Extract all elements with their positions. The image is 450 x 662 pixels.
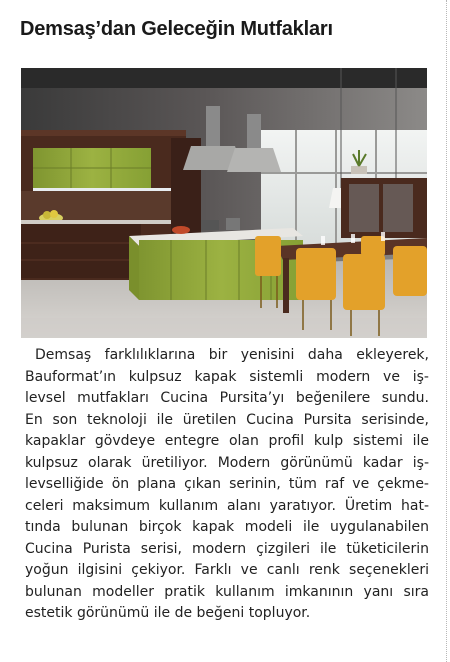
article-line: levsel mutfakları Cucina Pursita’yı beğenilere sundu.	[25, 390, 429, 406]
article-line: estetik görünümü ile de beğeni topluyor.	[25, 605, 311, 621]
article-line: bulunan modeller pratik kullanım imkanının yanı sıra	[25, 583, 429, 600]
article-body	[25, 345, 429, 625]
article-line: En son teknoloji ile üretilen Cucina Pursita serisinde,	[25, 411, 429, 428]
article-line: celeri maksimum kullanım alanı yaratıyor. Üretim hat-	[25, 497, 429, 514]
article-line: yoğun ilgisini çekiyor. Farklı ve canlı renk seçenekleri	[25, 562, 429, 578]
article-line: kapaklar gövdeye entegre olan profil kulp sistemi ile	[25, 433, 429, 449]
kitchen-photo	[21, 68, 427, 338]
article-line: kulpsuz olarak üretiliyor. Modern görünümü kadar iş-	[25, 454, 429, 471]
page-edge-dotted-line	[446, 0, 447, 662]
article-line: Cucina Purista serisi, modern çizgileri ile tüketicilerin	[25, 540, 429, 557]
article-line: Bauformat’ın kulpsuz kapak sistemli modern ve iş-	[25, 368, 429, 385]
article-line: levselliğide ön plana çıkan serinin, tüm raf ve çekme-	[25, 476, 429, 492]
article-line: Demsaş farklılıklarına bir yenisini daha ekleyerek,	[35, 347, 429, 363]
article-title: Demsaş’dan Geleceğin Mutfakları	[20, 18, 333, 40]
article-line: tında bulunan birçok kapak modeli ile uygulanabilen	[25, 519, 429, 535]
